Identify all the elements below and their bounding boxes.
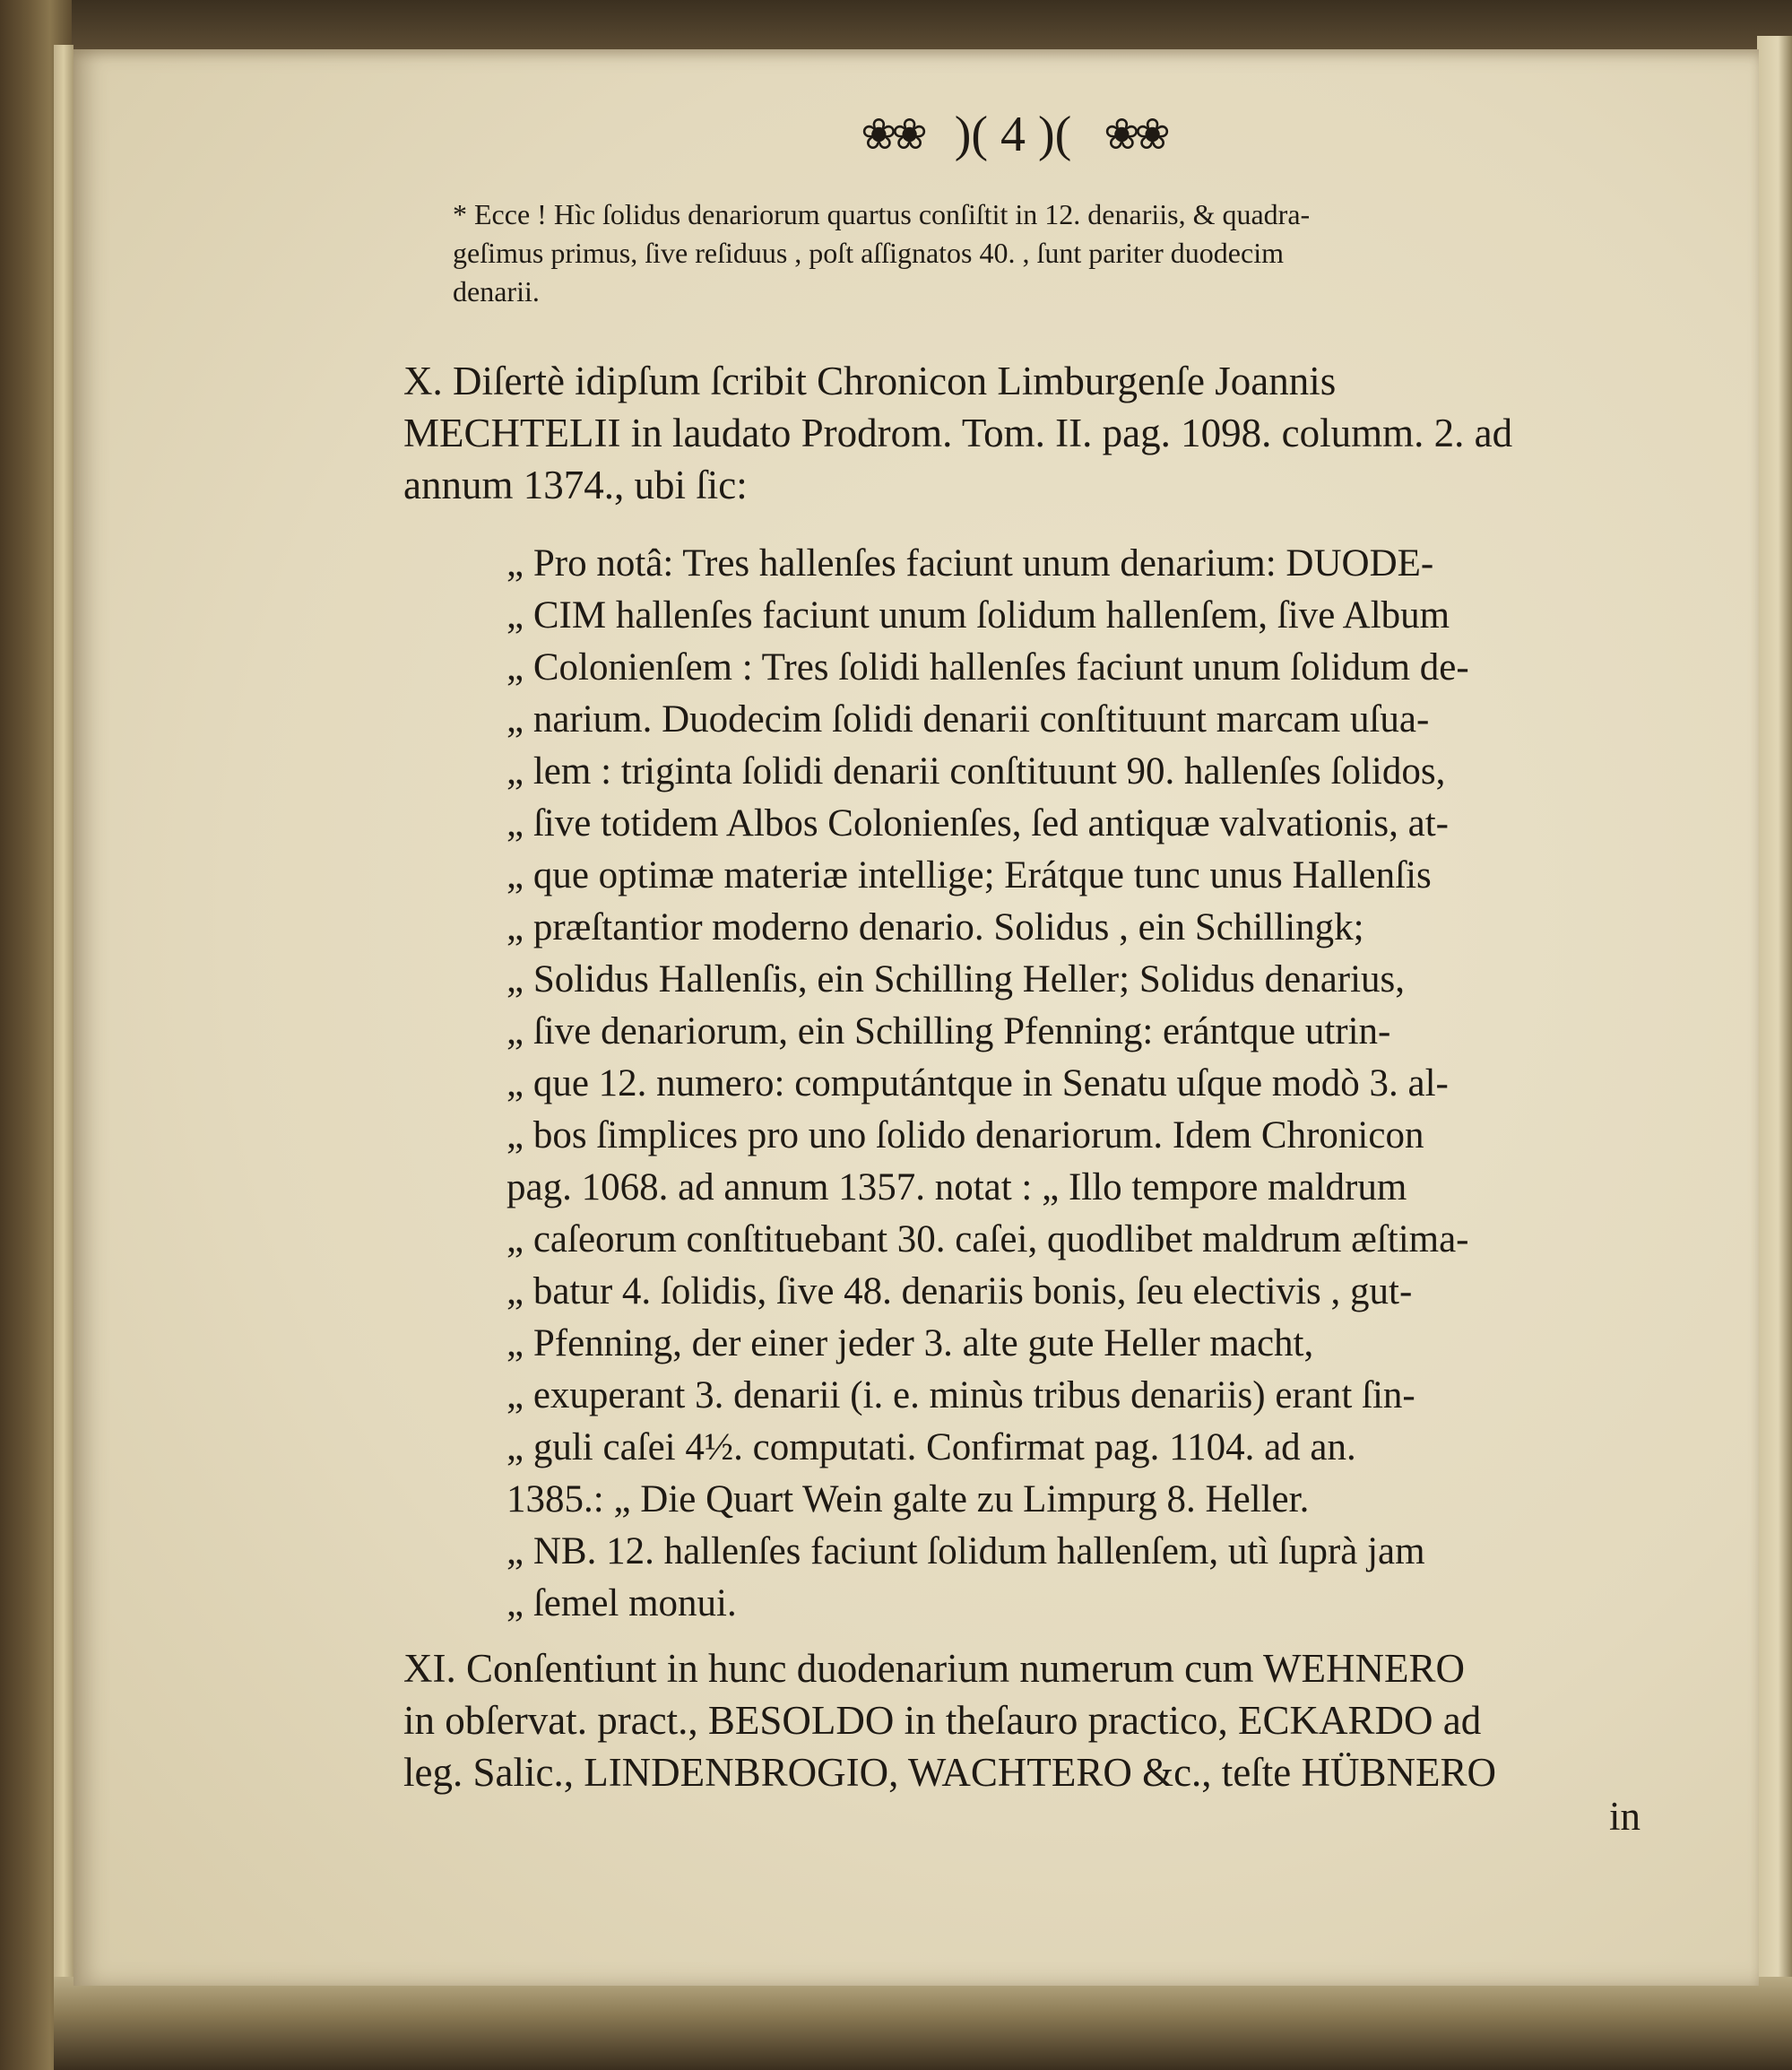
quote-line: „ CIM hallenſes faciunt unum ſolidum hallenſem, ſive Album <box>506 594 1450 637</box>
quote-line: „ Colonienſem : Tres ſolidi hallenſes faciunt unum ſolidum de- <box>506 646 1469 689</box>
quote-line: „ ſive denariorum, ein Schilling Pfenning: erántque utrin- <box>506 1010 1391 1052</box>
footnote <box>453 195 1654 311</box>
quote-line: „ narium. Duodecim ſolidi denarii conſtituunt marcam uſua- <box>506 698 1430 741</box>
section-xi-line: in obſervat. pract., BESOLDO in theſauro practico, ECKARDO ad <box>403 1698 1482 1743</box>
quote-line: „ que optimæ materiæ intellige; Erátque tunc unus Hallenſis <box>506 854 1432 896</box>
section-xi-paragraph <box>403 1642 1649 1798</box>
section-x-line: X. Diſertè idipſum ſcribit Chronicon Limburgenſe Joannis <box>403 359 1337 403</box>
quote-line: „ NB. 12. hallenſes faciunt ſolidum hallenſem, utì ſuprà jam <box>506 1530 1425 1572</box>
section-x-paragraph <box>403 355 1649 511</box>
catchword: in <box>1609 1794 1641 1839</box>
quote-line: „ Pro notâ: Tres hallenſes faciunt unum denarium: DUODE- <box>506 542 1434 585</box>
quote-line: „ que 12. numero: computántque in Senatu uſque modò 3. al- <box>506 1062 1449 1104</box>
quote-line: „ Solidus Hallenſis, ein Schilling Heller; Solidus denarius, <box>506 958 1406 1000</box>
ornament-right-icon: ❀❀ <box>1104 109 1165 160</box>
footnote-line: geſimus primus, ſive reſiduus , poſt aſſignatos 40. , ſunt pariter duodecim <box>453 237 1284 269</box>
quote-line: „ lem : triginta ſolidi denarii conſtituunt 90. hallenſes ſolidos, <box>506 750 1446 792</box>
footnote-line: denarii. <box>453 275 540 307</box>
quote-line: „ exuperant 3. denarii (i. e. minùs tribus denariis) erant ſin- <box>506 1374 1415 1416</box>
quote-line: „ bos ſimplices pro uno ſolido denariorum. Idem Chronicon <box>506 1114 1424 1156</box>
section-x-line: MECHTELII in laudato Prodrom. Tom. II. pag. 1098. columm. 2. ad <box>403 411 1513 455</box>
page-edges-bottom <box>54 1977 1792 2070</box>
quote-line: „ ſive totidem Albos Colonienſes, ſed antiquæ valvationis, at- <box>506 802 1449 844</box>
section-x-line: annum 1374., ubi ſic: <box>403 463 748 507</box>
quote-line: 1385.: „ Die Quart Wein galte zu Limpurg 8. Heller. <box>506 1478 1310 1520</box>
quote-line: „ præſtantior moderno denario. Solidus , ein Schillingk; <box>506 906 1364 948</box>
quote-line: „ guli caſei 4½. computati. Confirmat pag. 1104. ad an. <box>506 1426 1356 1468</box>
cover-top-edge <box>0 0 1792 49</box>
page-edges-left <box>54 45 74 2026</box>
section-xi-line: XI. Conſentiunt in hunc duodenarium numerum cum WEHNERO <box>403 1646 1465 1691</box>
quote-line: „ ſemel monui. <box>506 1582 737 1624</box>
quote-line: „ batur 4. ſolidis, ſive 48. denariis bonis, ſeu electivis , gut- <box>506 1270 1413 1312</box>
footnote-line: * Ecce ! Hìc ſolidus denariorum quartus conſiſtit in 12. denariis, & quadra- <box>453 198 1311 230</box>
page-number: )( 4 )( <box>954 107 1072 162</box>
quote-line: pag. 1068. ad annum 1357. notat : „ Illo tempore maldrum <box>506 1166 1407 1208</box>
page-edges-right <box>1757 36 1792 2035</box>
quote-line: „ Pfenning, der einer jeder 3. alte gute Heller macht, <box>506 1322 1314 1364</box>
section-xi-line: leg. Salic., LINDENBROGIO, WACHTERO &c., teſte HÜBNERO <box>403 1750 1497 1795</box>
ornament-left-icon: ❀❀ <box>861 109 922 160</box>
chronicle-quote <box>506 538 1654 1630</box>
quote-line: „ caſeorum conſtituebant 30. caſei, quodlibet maldrum æſtima- <box>506 1218 1469 1260</box>
page-header <box>807 99 1219 170</box>
